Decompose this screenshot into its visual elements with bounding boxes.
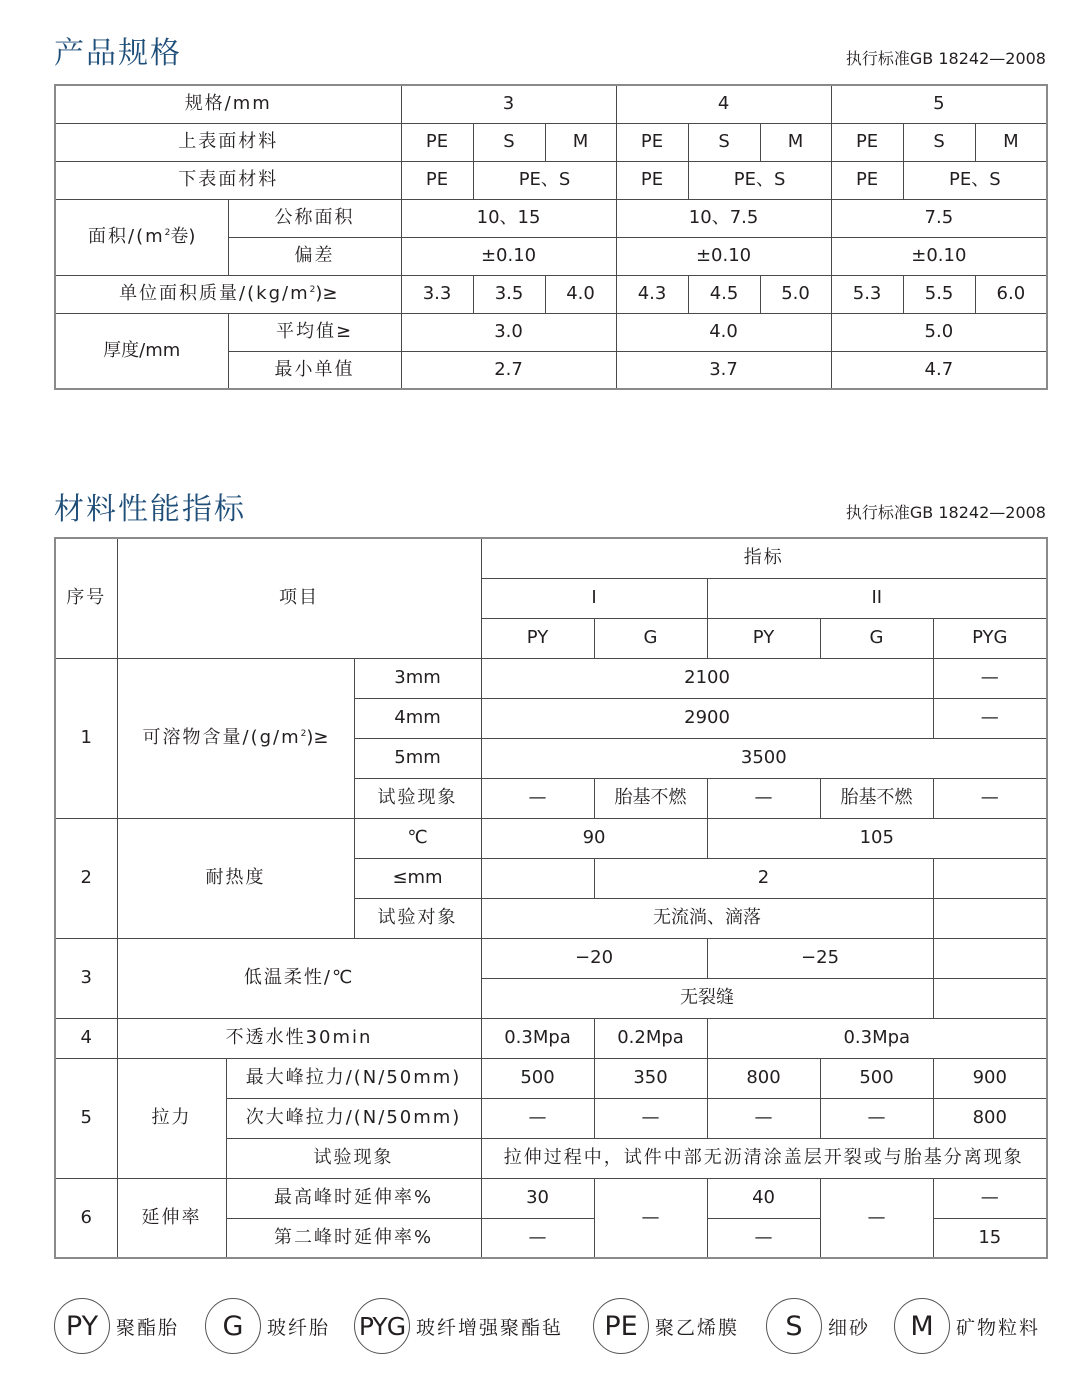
- tensile-label: 拉力: [117, 1058, 226, 1178]
- value-cell: 无流淌、滴落: [481, 898, 933, 938]
- avg-cell: 4.0: [616, 313, 831, 351]
- legend: [54, 1298, 1054, 1358]
- upper-cell: M: [545, 123, 616, 161]
- lower-cell: PE: [401, 161, 473, 199]
- size-cell: 5: [831, 85, 1047, 123]
- value-cell: 0.2Mpa: [594, 1018, 707, 1058]
- empty-cell: [933, 858, 1047, 898]
- legend-label: 矿物粒料: [956, 1316, 1041, 1339]
- mass-cell: 5.3: [831, 275, 903, 313]
- upper-cell: PE: [401, 123, 473, 161]
- table-row: [55, 85, 1047, 123]
- legend-item: [766, 1298, 870, 1354]
- legend-code-badge: PYG: [354, 1298, 410, 1354]
- soluble-label-sup: 2: [300, 729, 307, 740]
- legend-label: 聚乙烯膜: [655, 1316, 740, 1339]
- mass-cell: 5.0: [760, 275, 831, 313]
- legend-item: [54, 1298, 179, 1354]
- empty-cell: [933, 898, 1047, 938]
- legend-item: [593, 1298, 739, 1354]
- table-row: [55, 1058, 1047, 1098]
- lower-cell: PE、S: [688, 161, 831, 199]
- row-no: 5: [55, 1058, 117, 1178]
- header-item: 项目: [117, 538, 481, 658]
- min-cell: 2.7: [401, 351, 616, 389]
- spec-label: 规格/mm: [55, 85, 401, 123]
- sub-label: 最高峰时延伸率%: [226, 1178, 481, 1218]
- empty-cell: [933, 938, 1047, 978]
- table-row: [55, 313, 1047, 351]
- value-cell: 2900: [481, 698, 933, 738]
- value-cell: —: [481, 1098, 594, 1138]
- value-cell: −25: [707, 938, 933, 978]
- nominal-area-label: 公称面积: [228, 199, 401, 237]
- value-cell: 800: [933, 1098, 1047, 1138]
- legend-label: 聚酯胎: [116, 1316, 180, 1339]
- area-label-sup: 2: [164, 228, 171, 239]
- mass-label-sup: 2: [309, 285, 316, 296]
- header-grade-2: II: [707, 578, 1047, 618]
- empty-cell: [481, 858, 594, 898]
- spec-section-title: 产品规格: [54, 36, 182, 71]
- value-cell: —: [933, 778, 1047, 818]
- row-no: 6: [55, 1178, 117, 1258]
- row-no: 4: [55, 1018, 117, 1058]
- sub-label: 5mm: [354, 738, 481, 778]
- upper-cell: M: [760, 123, 831, 161]
- deviation-cell: ±0.10: [616, 237, 831, 275]
- table-row: [55, 658, 1047, 698]
- sub-label: 4mm: [354, 698, 481, 738]
- upper-cell: S: [903, 123, 975, 161]
- value-cell: 350: [594, 1058, 707, 1098]
- table-row: [55, 199, 1047, 237]
- row-no: 2: [55, 818, 117, 938]
- value-cell: —: [933, 658, 1047, 698]
- avg-label: 平均值≥: [228, 313, 401, 351]
- value-cell: —: [820, 1178, 933, 1258]
- avg-cell: 5.0: [831, 313, 1047, 351]
- size-cell: 4: [616, 85, 831, 123]
- header-col: PY: [707, 618, 820, 658]
- value-cell: 3500: [481, 738, 1047, 778]
- mass-cell: 4.0: [545, 275, 616, 313]
- value-cell: —: [707, 778, 820, 818]
- value-cell: 2100: [481, 658, 933, 698]
- value-cell: —: [594, 1098, 707, 1138]
- lower-cell: PE: [831, 161, 903, 199]
- value-cell: 拉伸过程中，试件中部无沥清涂盖层开裂或与胎基分离现象: [481, 1138, 1047, 1178]
- value-cell: —: [933, 698, 1047, 738]
- header-grade-1: I: [481, 578, 707, 618]
- soluble-content-label: [117, 658, 354, 818]
- sub-label: ℃: [354, 818, 481, 858]
- nominal-cell: 10、7.5: [616, 199, 831, 237]
- deviation-label: 偏差: [228, 237, 401, 275]
- legend-label: 玻纤增强聚酯毡: [416, 1316, 564, 1339]
- size-cell: 3: [401, 85, 616, 123]
- value-cell: —: [820, 1098, 933, 1138]
- sub-label: 试验现象: [354, 778, 481, 818]
- upper-cell: PE: [831, 123, 903, 161]
- value-cell: 胎基不燃: [594, 778, 707, 818]
- value-cell: —: [481, 778, 594, 818]
- upper-cell: S: [473, 123, 545, 161]
- upper-cell: M: [975, 123, 1047, 161]
- value-cell: —: [707, 1098, 820, 1138]
- table-row: [55, 818, 1047, 858]
- header-col: PYG: [933, 618, 1047, 658]
- legend-code-badge: PE: [593, 1298, 649, 1354]
- value-cell: 90: [481, 818, 707, 858]
- row-no: 1: [55, 658, 117, 818]
- value-cell: 0.3Mpa: [707, 1018, 1047, 1058]
- table-row: [55, 275, 1047, 313]
- spec-standard-note: 执行标准GB 18242—2008: [845, 49, 1046, 68]
- sub-label: 第二峰时延伸率%: [226, 1218, 481, 1258]
- perf-standard-note: 执行标准GB 18242—2008: [845, 503, 1046, 522]
- area-label-text: 面积/(m: [88, 226, 165, 248]
- heat-resistance-label: 耐热度: [117, 818, 354, 938]
- spec-table: [54, 84, 1048, 390]
- perf-section-title: 材料性能指标: [54, 492, 246, 527]
- legend-code-badge: S: [766, 1298, 822, 1354]
- value-cell: 900: [933, 1058, 1047, 1098]
- value-cell: 30: [481, 1178, 594, 1218]
- table-row: [55, 161, 1047, 199]
- header-index: 指标: [481, 538, 1047, 578]
- table-row: [55, 123, 1047, 161]
- mass-label: [55, 275, 401, 313]
- soluble-label-text: 可溶物含量/(g/m: [142, 727, 301, 749]
- table-row: [55, 938, 1047, 978]
- mass-label-tail: )≥: [315, 283, 338, 305]
- thickness-label: 厚度/mm: [55, 313, 228, 389]
- value-cell: 无裂缝: [481, 978, 933, 1018]
- value-cell: 105: [707, 818, 1047, 858]
- value-cell: 500: [820, 1058, 933, 1098]
- mass-cell: 4.3: [616, 275, 688, 313]
- nominal-cell: 10、15: [401, 199, 616, 237]
- table-row: [55, 1018, 1047, 1058]
- nominal-cell: 7.5: [831, 199, 1047, 237]
- perf-table: [54, 537, 1048, 1259]
- mass-cell: 4.5: [688, 275, 760, 313]
- header-no: 序号: [55, 538, 117, 658]
- sub-label: ≤mm: [354, 858, 481, 898]
- area-label: [55, 199, 228, 275]
- mass-cell: 6.0: [975, 275, 1047, 313]
- legend-code-badge: M: [894, 1298, 950, 1354]
- row-no: 3: [55, 938, 117, 1018]
- area-label-tail: 卷): [170, 226, 196, 248]
- value-cell: 15: [933, 1218, 1047, 1258]
- sub-label: 次大峰拉力/(N/50mm): [226, 1098, 481, 1138]
- sub-label: 试验对象: [354, 898, 481, 938]
- value-cell: —: [481, 1218, 594, 1258]
- legend-item: [205, 1298, 330, 1354]
- elongation-label: 延伸率: [117, 1178, 226, 1258]
- deviation-cell: ±0.10: [831, 237, 1047, 275]
- mass-label-text: 单位面积质量/(kg/m: [119, 283, 310, 305]
- impermeability-label: 不透水性30min: [117, 1018, 481, 1058]
- soluble-label-tail: )≥: [306, 727, 329, 749]
- avg-cell: 3.0: [401, 313, 616, 351]
- legend-label: 玻纤胎: [267, 1316, 331, 1339]
- legend-code-badge: G: [205, 1298, 261, 1354]
- legend-item: [894, 1298, 1040, 1354]
- sub-label: 最大峰拉力/(N/50mm): [226, 1058, 481, 1098]
- mass-cell: 3.3: [401, 275, 473, 313]
- low-temp-flex-label: 低温柔性/℃: [117, 938, 481, 1018]
- legend-item: [354, 1298, 563, 1354]
- sub-label: 3mm: [354, 658, 481, 698]
- value-cell: —: [707, 1218, 820, 1258]
- upper-cell: PE: [616, 123, 688, 161]
- value-cell: 40: [707, 1178, 820, 1218]
- header-col: G: [594, 618, 707, 658]
- legend-code-badge: PY: [54, 1298, 110, 1354]
- mass-cell: 3.5: [473, 275, 545, 313]
- legend-label: 细砂: [828, 1316, 871, 1339]
- min-label: 最小单值: [228, 351, 401, 389]
- deviation-cell: ±0.10: [401, 237, 616, 275]
- lower-cell: PE: [616, 161, 688, 199]
- value-cell: 0.3Mpa: [481, 1018, 594, 1058]
- value-cell: —: [594, 1178, 707, 1258]
- upper-material-label: 上表面材料: [55, 123, 401, 161]
- min-cell: 4.7: [831, 351, 1047, 389]
- table-row: [55, 538, 1047, 578]
- min-cell: 3.7: [616, 351, 831, 389]
- sub-label: 试验现象: [226, 1138, 481, 1178]
- value-cell: −20: [481, 938, 707, 978]
- mass-cell: 5.5: [903, 275, 975, 313]
- value-cell: —: [933, 1178, 1047, 1218]
- header-col: PY: [481, 618, 594, 658]
- table-row: [55, 1178, 1047, 1218]
- value-cell: 胎基不燃: [820, 778, 933, 818]
- upper-cell: S: [688, 123, 760, 161]
- header-col: G: [820, 618, 933, 658]
- lower-cell: PE、S: [473, 161, 616, 199]
- lower-cell: PE、S: [903, 161, 1047, 199]
- value-cell: 500: [481, 1058, 594, 1098]
- value-cell: 800: [707, 1058, 820, 1098]
- lower-material-label: 下表面材料: [55, 161, 401, 199]
- empty-cell: [933, 978, 1047, 1018]
- value-cell: 2: [594, 858, 933, 898]
